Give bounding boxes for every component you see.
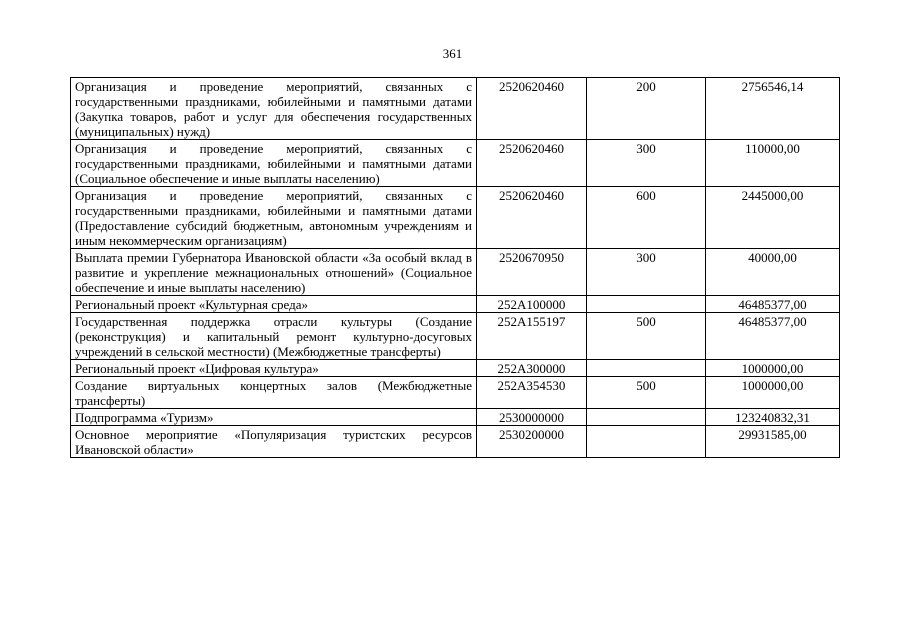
table-row [71,187,840,249]
row-name: Выплата премии Губернатора Ивановской области «За особый вклад в развитие и укрепление межнациональных отношений» (Социальное обеспечение и иные выплаты населению) [71,249,477,296]
row-sum: 2756546,14 [706,78,840,140]
row-sum: 40000,00 [706,249,840,296]
row-name: Организация и проведение мероприятий, связанных с государственными праздниками, юбилейными и памятными датами (Закупка товаров, работ и услуг для обеспечения государственных (муниципальных) нужд) [71,78,477,140]
row-sum: 1000000,00 [706,377,840,409]
table-row [71,78,840,140]
row-type: 300 [587,249,706,296]
row-type: 500 [587,313,706,360]
table-row [71,409,840,426]
row-sum: 2445000,00 [706,187,840,249]
row-sum: 1000000,00 [706,360,840,377]
table-row [71,426,840,458]
budget-table [70,77,840,458]
page-number: 361 [442,46,463,61]
row-type: 200 [587,78,706,140]
row-name: Основное мероприятие «Популяризация туристских ресурсов Ивановской области» [71,426,477,458]
row-sum: 46485377,00 [706,313,840,360]
row-name: Организация и проведение мероприятий, связанных с государственными праздниками, юбилейными и памятными датами (Предоставление субсидий бюджетным, автономным учреждениям и иным некоммерческим организациям) [71,187,477,249]
row-sum: 46485377,00 [706,296,840,313]
row-type [587,296,706,313]
table-row [71,249,840,296]
row-name: Региональный проект «Культурная среда» [71,296,477,313]
row-code: 252А354530 [477,377,587,409]
row-type: 500 [587,377,706,409]
row-type: 300 [587,140,706,187]
table-row [71,140,840,187]
row-code: 252А100000 [477,296,587,313]
table-row [71,313,840,360]
row-name: Региональный проект «Цифровая культура» [71,360,477,377]
row-code: 252А155197 [477,313,587,360]
row-type [587,360,706,377]
table-row [71,360,840,377]
row-code: 2530200000 [477,426,587,458]
row-code: 252А300000 [477,360,587,377]
row-code: 2520620460 [477,78,587,140]
row-code: 2520620460 [477,140,587,187]
row-name: Государственная поддержка отрасли культуры (Создание (реконструкция) и капитальный ремонт культурно-досуговых учреждений в сельской местности) (Межбюджетные трансферты) [71,313,477,360]
row-sum: 110000,00 [706,140,840,187]
row-sum: 29931585,00 [706,426,840,458]
row-type: 600 [587,187,706,249]
table-row [71,377,840,409]
row-type [587,409,706,426]
row-sum: 123240832,31 [706,409,840,426]
row-code: 2520670950 [477,249,587,296]
row-code: 2520620460 [477,187,587,249]
row-name: Подпрограмма «Туризм» [71,409,477,426]
row-code: 2530000000 [477,409,587,426]
row-type [587,426,706,458]
row-name: Организация и проведение мероприятий, связанных с государственными праздниками, юбилейными и памятными датами (Социальное обеспечение и иные выплаты населению) [71,140,477,187]
row-name: Создание виртуальных концертных залов (Межбюджетные трансферты) [71,377,477,409]
table-row [71,296,840,313]
